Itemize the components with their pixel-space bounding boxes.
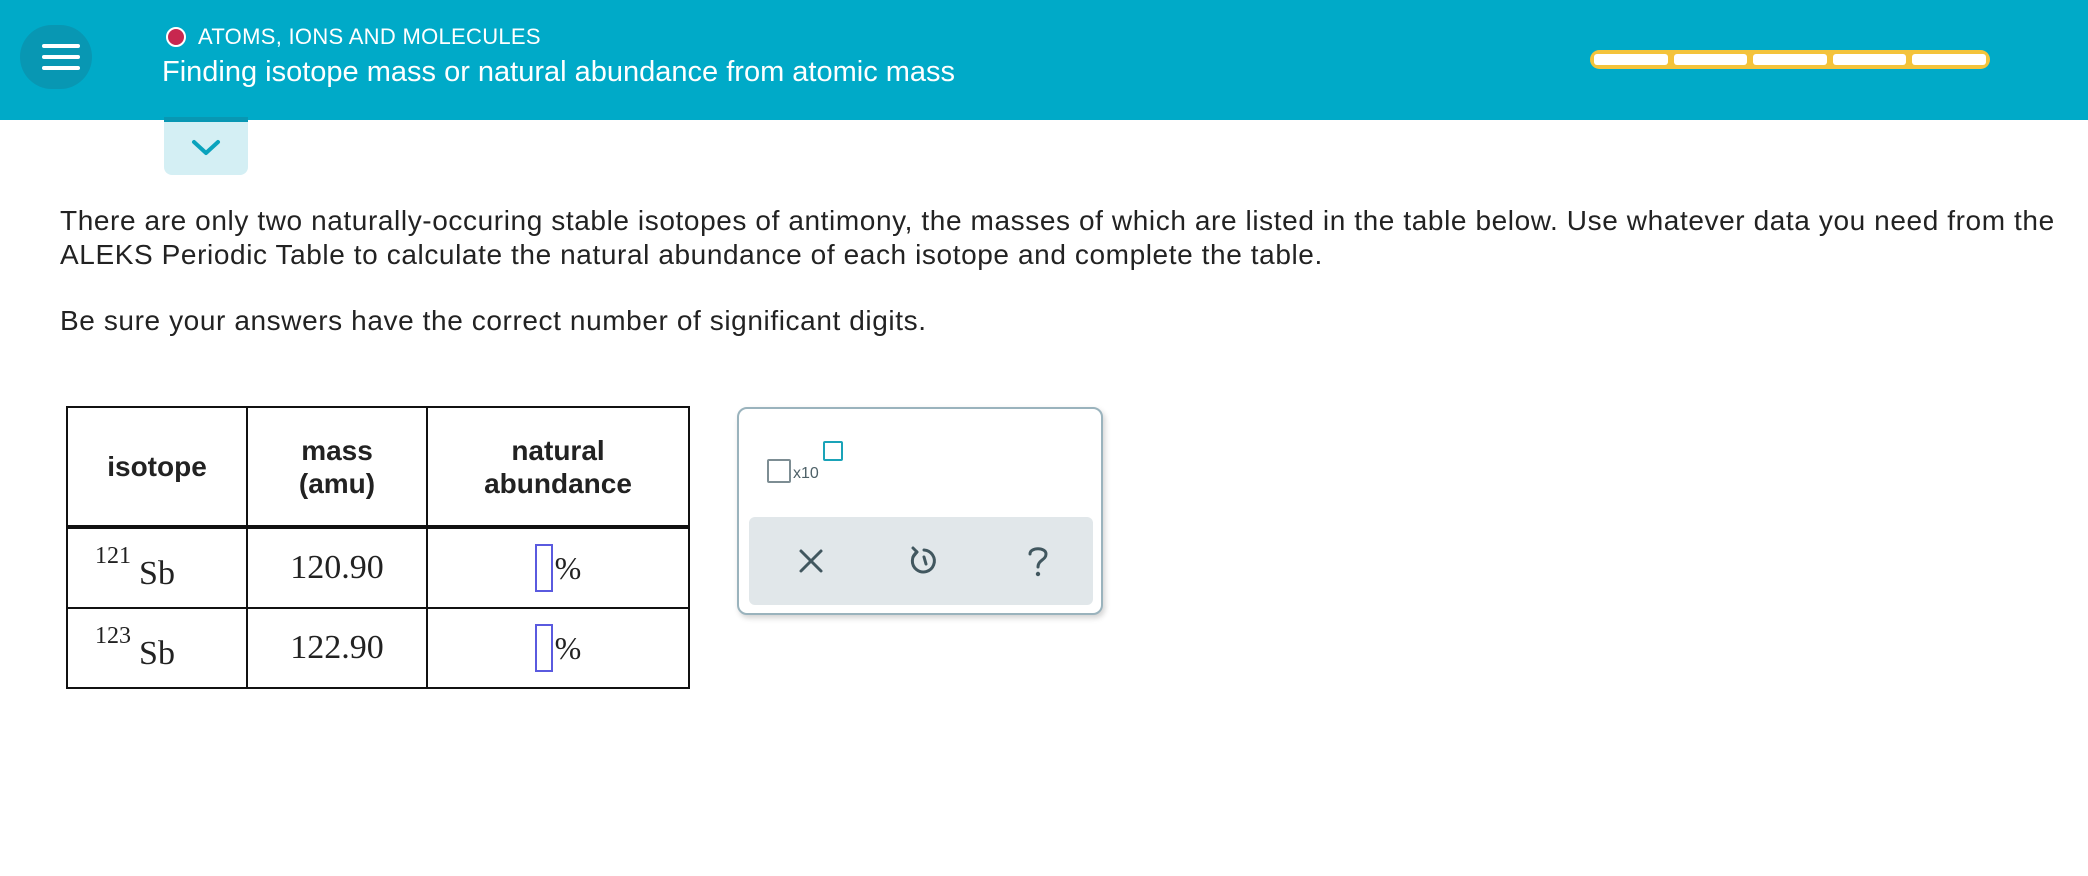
exponent-box-icon bbox=[823, 441, 843, 461]
header-bar bbox=[0, 0, 2088, 120]
undo-icon bbox=[902, 539, 946, 583]
topic-label: ATOMS, IONS AND MOLECULES bbox=[198, 24, 541, 49]
topic-row bbox=[166, 22, 541, 52]
close-icon bbox=[789, 539, 833, 583]
column-header-label: natural bbox=[511, 434, 605, 466]
question-prompt-line: There are only two naturally-occuring stable isotopes of antimony, the masses of which are listed in the table below. Use whatever data you need from the bbox=[60, 205, 2055, 236]
help-button[interactable] bbox=[1016, 539, 1060, 583]
mass-cell: 122.90 bbox=[247, 608, 427, 688]
progress-segment bbox=[1594, 54, 1668, 65]
column-header-unit: (amu) bbox=[298, 467, 376, 499]
abundance-cell bbox=[427, 608, 689, 688]
table-row bbox=[67, 608, 689, 688]
page-title: Finding isotope mass or natural abundance from atomic mass bbox=[162, 56, 956, 88]
abundance-cell bbox=[427, 527, 689, 608]
mass-number: 123 bbox=[95, 623, 132, 649]
isotope-symbol bbox=[95, 543, 175, 593]
hamburger-menu-icon-bar bbox=[42, 55, 80, 59]
sci-notation-label: x10 bbox=[793, 465, 819, 482]
tool-actions-bar bbox=[749, 517, 1093, 605]
progress-segment bbox=[1912, 54, 1986, 65]
column-header-isotope bbox=[67, 407, 247, 527]
clear-button[interactable] bbox=[789, 539, 833, 583]
element-symbol: Sb bbox=[139, 555, 175, 592]
scientific-notation-button[interactable] bbox=[767, 441, 847, 491]
table-row bbox=[67, 527, 689, 608]
collapse-toggle-button[interactable] bbox=[164, 117, 248, 175]
isotope-symbol bbox=[95, 623, 175, 673]
isotope-cell bbox=[67, 527, 247, 608]
column-header-label: isotope bbox=[107, 451, 207, 482]
progress-bar bbox=[1590, 50, 1990, 69]
abundance-input[interactable] bbox=[535, 624, 553, 672]
mass-number: 121 bbox=[95, 543, 132, 569]
hamburger-menu-icon bbox=[42, 44, 80, 48]
progress-segment bbox=[1674, 54, 1748, 65]
chevron-down-icon bbox=[191, 138, 221, 158]
help-icon bbox=[1016, 539, 1060, 583]
hamburger-menu-icon-bar bbox=[42, 66, 80, 70]
column-header-mass bbox=[247, 407, 427, 527]
percent-unit: % bbox=[554, 629, 582, 666]
question-instruction: Be sure your answers have the correct number of significant digits. bbox=[60, 305, 927, 336]
menu-button[interactable] bbox=[20, 25, 92, 89]
column-header-label: abundance bbox=[484, 467, 632, 499]
column-header-label: mass bbox=[301, 434, 373, 466]
answer-tools-panel bbox=[737, 407, 1103, 615]
column-header-abundance bbox=[427, 407, 689, 527]
table-header-row bbox=[67, 407, 689, 527]
question-prompt-line: ALEKS Periodic Table to calculate the natural abundance of each isotope and complete the table. bbox=[60, 239, 1323, 270]
isotope-table bbox=[66, 406, 690, 689]
progress-segment bbox=[1833, 54, 1907, 65]
progress-segment bbox=[1753, 54, 1827, 65]
percent-unit: % bbox=[554, 549, 582, 586]
isotope-cell bbox=[67, 608, 247, 688]
mass-cell: 120.90 bbox=[247, 527, 427, 608]
abundance-input[interactable] bbox=[535, 544, 553, 592]
undo-button[interactable] bbox=[902, 539, 946, 583]
answer-wrapper bbox=[535, 624, 582, 672]
scientific-notation-icon bbox=[767, 459, 791, 483]
topic-status-icon bbox=[166, 27, 186, 47]
answer-wrapper bbox=[535, 544, 582, 592]
question-prompt bbox=[60, 204, 2088, 272]
element-symbol: Sb bbox=[139, 635, 175, 672]
